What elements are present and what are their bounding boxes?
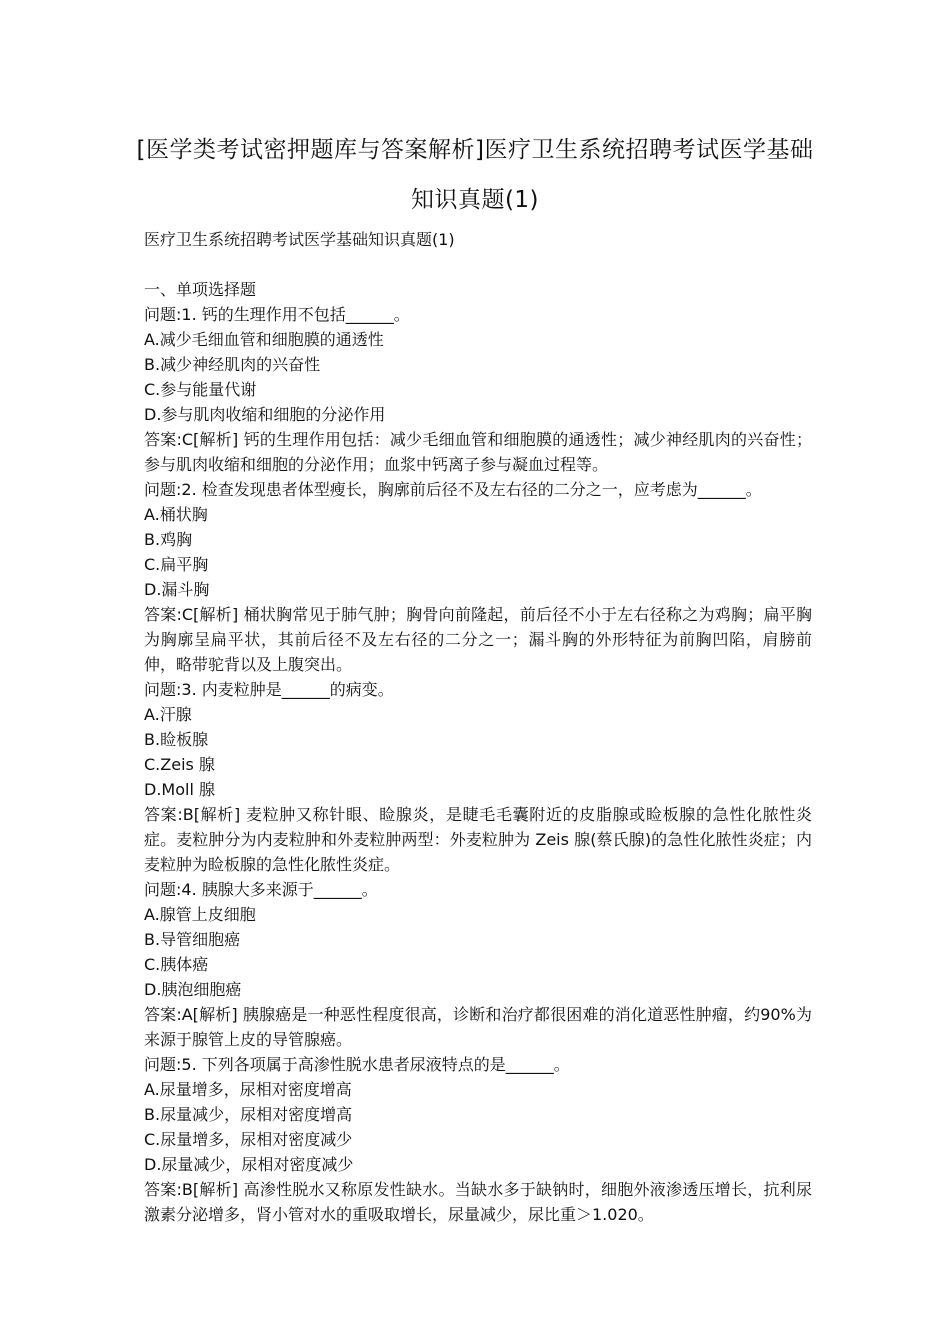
question-stem: 问题:3. 内麦粒肿是______的病变。 (144, 680, 394, 699)
question-option: C.尿量增多，尿相对密度减少 (144, 1130, 353, 1149)
question-option: B.鸡胸 (144, 530, 193, 549)
question-option: D.Moll 腺 (144, 780, 215, 799)
question-option: A.腺管上皮细胞 (144, 905, 256, 924)
question-option: A.尿量增多，尿相对密度增高 (144, 1080, 352, 1099)
question-option: B.导管细胞癌 (144, 930, 241, 949)
question-option: B.睑板腺 (144, 730, 209, 749)
question-answer: 答案:A[解析] 胰腺癌是一种恶性程度很高，诊断和治疗都很困难的消化道恶性肿瘤，约90%为来源于腺管上皮的导管腺癌。 (144, 1005, 812, 1049)
question-option: A.减少毛细血管和细胞膜的通透性 (144, 330, 384, 349)
question-option: D.参与肌肉收缩和细胞的分泌作用 (144, 405, 386, 424)
question-stem: 问题:2. 检查发现患者体型瘦长，胸廓前后径不及左右径的二分之一，应考虑为______。 (144, 480, 762, 499)
question-option: C.参与能量代谢 (144, 380, 257, 399)
question-stem: 问题:5. 下列各项属于高渗性脱水患者尿液特点的是______。 (144, 1055, 570, 1074)
question-answer: 答案:B[解析] 高渗性脱水又称原发性缺水。当缺水多于缺钠时，细胞外液渗透压增长，抗利尿激素分泌增多，肾小管对水的重吸取增长，尿量减少，尿比重＞1.020。 (144, 1180, 812, 1224)
blank-spacer (144, 252, 812, 277)
document-title-line-1: [医学类考试密押题库与答案解析]医疗卫生系统招聘考试医学基础 (136, 137, 814, 163)
question-option: A.桶状胸 (144, 505, 208, 524)
question-option: C.扁平胸 (144, 555, 209, 574)
question-block (144, 302, 812, 477)
question-option: C.胰体癌 (144, 955, 209, 974)
question-answer: 答案:C[解析] 桶状胸常见于肺气肿；胸骨向前隆起，前后径不小于左右径称之为鸡胸；扁平胸为胸廓呈扁平状，其前后径不及左右径的二分之一；漏斗胸的外形特征为前胸凹陷，肩膀前伸，略带驼背以及上腹突出。 (144, 605, 812, 674)
question-option: D.尿量减少，尿相对密度减少 (144, 1155, 354, 1174)
question-block (144, 477, 812, 677)
question-answer: 答案:B[解析] 麦粒肿又称针眼、睑腺炎，是睫毛毛囊附近的皮脂腺或睑板腺的急性化脓性炎症。麦粒肿分为内麦粒肿和外麦粒肿两型：外麦粒肿为 Zeis 腺(蔡氏腺)的急性化脓性炎症；内麦粒肿为睑板腺的急性化脓性炎症。 (144, 805, 812, 874)
question-stem: 问题:1. 钙的生理作用不包括______。 (144, 305, 410, 324)
section-heading: 一、单项选择题 (144, 280, 257, 299)
document-title-line-2: 知识真题(1) (410, 187, 540, 213)
question-stem: 问题:4. 胰腺大多来源于______。 (144, 880, 378, 899)
question-block (144, 1052, 812, 1227)
question-option: D.漏斗胸 (144, 580, 210, 599)
question-option: C.Zeis 腺 (144, 755, 215, 774)
question-option: B.减少神经肌肉的兴奋性 (144, 355, 321, 374)
document-body (144, 227, 812, 1227)
question-option: B.尿量减少，尿相对密度增高 (144, 1105, 353, 1124)
document-subtitle: 医疗卫生系统招聘考试医学基础知识真题(1) (144, 230, 455, 249)
question-block (144, 677, 812, 877)
question-option: A.汗腺 (144, 705, 192, 724)
question-answer: 答案:C[解析] 钙的生理作用包括：减少毛细血管和细胞膜的通透性；减少神经肌肉的兴奋性；参与肌肉收缩和细胞的分泌作用；血浆中钙离子参与凝血过程等。 (144, 430, 812, 474)
question-option: D.胰泡细胞癌 (144, 980, 242, 999)
question-block (144, 877, 812, 1052)
